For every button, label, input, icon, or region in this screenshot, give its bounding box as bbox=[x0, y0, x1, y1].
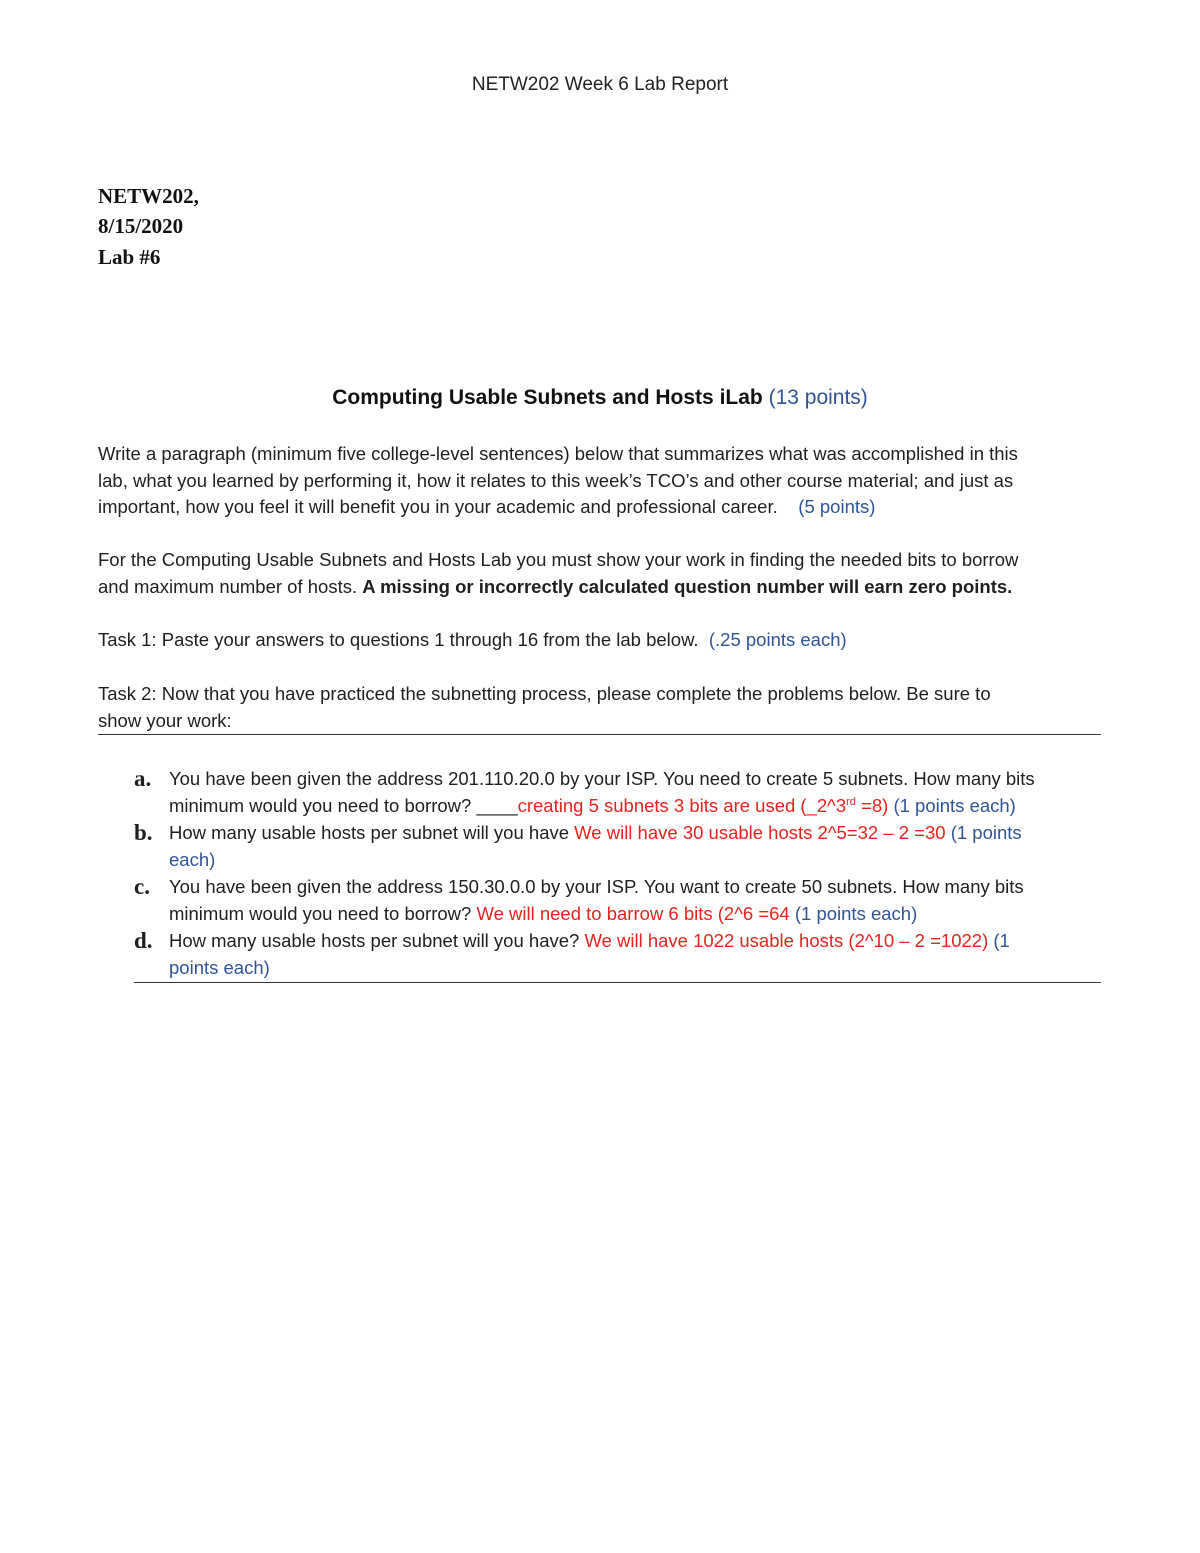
question-d-points-b: points each) bbox=[169, 957, 270, 978]
task1-text: Task 1: Paste your answers to questions 1 through 16 from the lab below. bbox=[98, 629, 699, 650]
question-letter: c. bbox=[134, 874, 150, 899]
answer-a-part-2: =8) bbox=[855, 795, 889, 816]
question-c-points: (1 points each) bbox=[794, 903, 918, 924]
section-heading bbox=[0, 386, 1200, 410]
divider-top bbox=[98, 734, 1101, 735]
heading-points: (13 points) bbox=[768, 386, 868, 409]
question-b-prompt: How many usable hosts per subnet will you have bbox=[169, 822, 575, 843]
question-a-prompt: minimum would you need to borrow? ____ bbox=[169, 795, 518, 816]
question-a-points: (1 points each) bbox=[893, 795, 1016, 816]
intro-line-1: Write a paragraph (minimum five college-level sentences) below that summarizes what was accomplished in this bbox=[98, 443, 1018, 464]
question-a-answer bbox=[518, 795, 889, 816]
answer-a-superscript: rd bbox=[846, 795, 856, 808]
question-a bbox=[134, 765, 1104, 819]
instructions-line-1: For the Computing Usable Subnets and Hosts Lab you must show your work in finding the needed bits to borrow bbox=[98, 549, 1019, 570]
task1-paragraph bbox=[98, 627, 1108, 654]
divider-bottom bbox=[134, 982, 1101, 983]
report-date: 8/15/2020 bbox=[98, 214, 184, 238]
question-a-line-1: You have been given the address 201.110.20.0 by your ISP. You need to create 5 subnets. How many bits bbox=[169, 768, 1035, 789]
question-d-prompt: How many usable hosts per subnet will you have? bbox=[169, 930, 585, 951]
question-b-answer: We will have 30 usable hosts 2^5=32 – 2 =30 bbox=[574, 822, 946, 843]
question-b-points-b: each) bbox=[169, 849, 216, 870]
answer-a-part-1: creating 5 subnets 3 bits are used (_2^3 bbox=[517, 795, 847, 816]
task2-line-2: show your work: bbox=[98, 709, 232, 731]
question-c bbox=[134, 873, 1104, 927]
question-c-answer: We will need to barrow 6 bits (2^6 =64 bbox=[476, 903, 790, 924]
question-letter: a. bbox=[134, 766, 152, 791]
lab-number: Lab #6 bbox=[98, 245, 161, 269]
instructions-paragraph bbox=[98, 547, 1108, 600]
task2-line-1: Task 2: Now that you have practiced the subnetting process, please complete the problems below. Be sure to bbox=[98, 683, 991, 704]
intro-line-2: lab, what you learned by performing it, how it relates to this week’s TCO’s and other course material; and just as bbox=[98, 469, 1014, 491]
intro-line-3 bbox=[98, 494, 1108, 521]
question-d-line-1 bbox=[169, 927, 1104, 954]
question-a-line-2 bbox=[169, 792, 1104, 819]
instructions-line-2 bbox=[98, 574, 1108, 601]
question-b-points-a: (1 points bbox=[950, 822, 1022, 843]
question-c-line-2 bbox=[169, 900, 1104, 927]
question-c-line-1: You have been given the address 150.30.0.0 by your ISP. You want to create 50 subnets. How many bits bbox=[169, 876, 1024, 897]
page-header: NETW202 Week 6 Lab Report bbox=[471, 74, 729, 95]
question-d-points-a: (1 bbox=[993, 930, 1010, 951]
question-letter: b. bbox=[134, 820, 153, 845]
question-b-line-1 bbox=[169, 819, 1104, 846]
question-b bbox=[134, 819, 1104, 873]
question-letter: d. bbox=[134, 928, 153, 953]
instructions-warning: A missing or incorrectly calculated question number will earn zero points. bbox=[362, 575, 1013, 597]
question-c-prompt: minimum would you need to borrow? bbox=[169, 903, 477, 924]
intro-points: (5 points) bbox=[798, 496, 876, 517]
task2-paragraph bbox=[98, 681, 1108, 734]
task1-points: (.25 points each) bbox=[708, 629, 847, 650]
question-d bbox=[134, 927, 1104, 981]
question-d-answer: We will have 1022 usable hosts (2^10 – 2 =1022) bbox=[584, 930, 989, 951]
heading-title: Computing Usable Subnets and Hosts iLab bbox=[332, 386, 763, 409]
instructions-line-2-plain: and maximum number of hosts. bbox=[98, 575, 358, 597]
intro-line-3-text: important, how you feel it will benefit you in your academic and professional career. bbox=[98, 496, 778, 517]
intro-paragraph bbox=[98, 441, 1108, 521]
course-name: NETW202, bbox=[98, 184, 199, 208]
